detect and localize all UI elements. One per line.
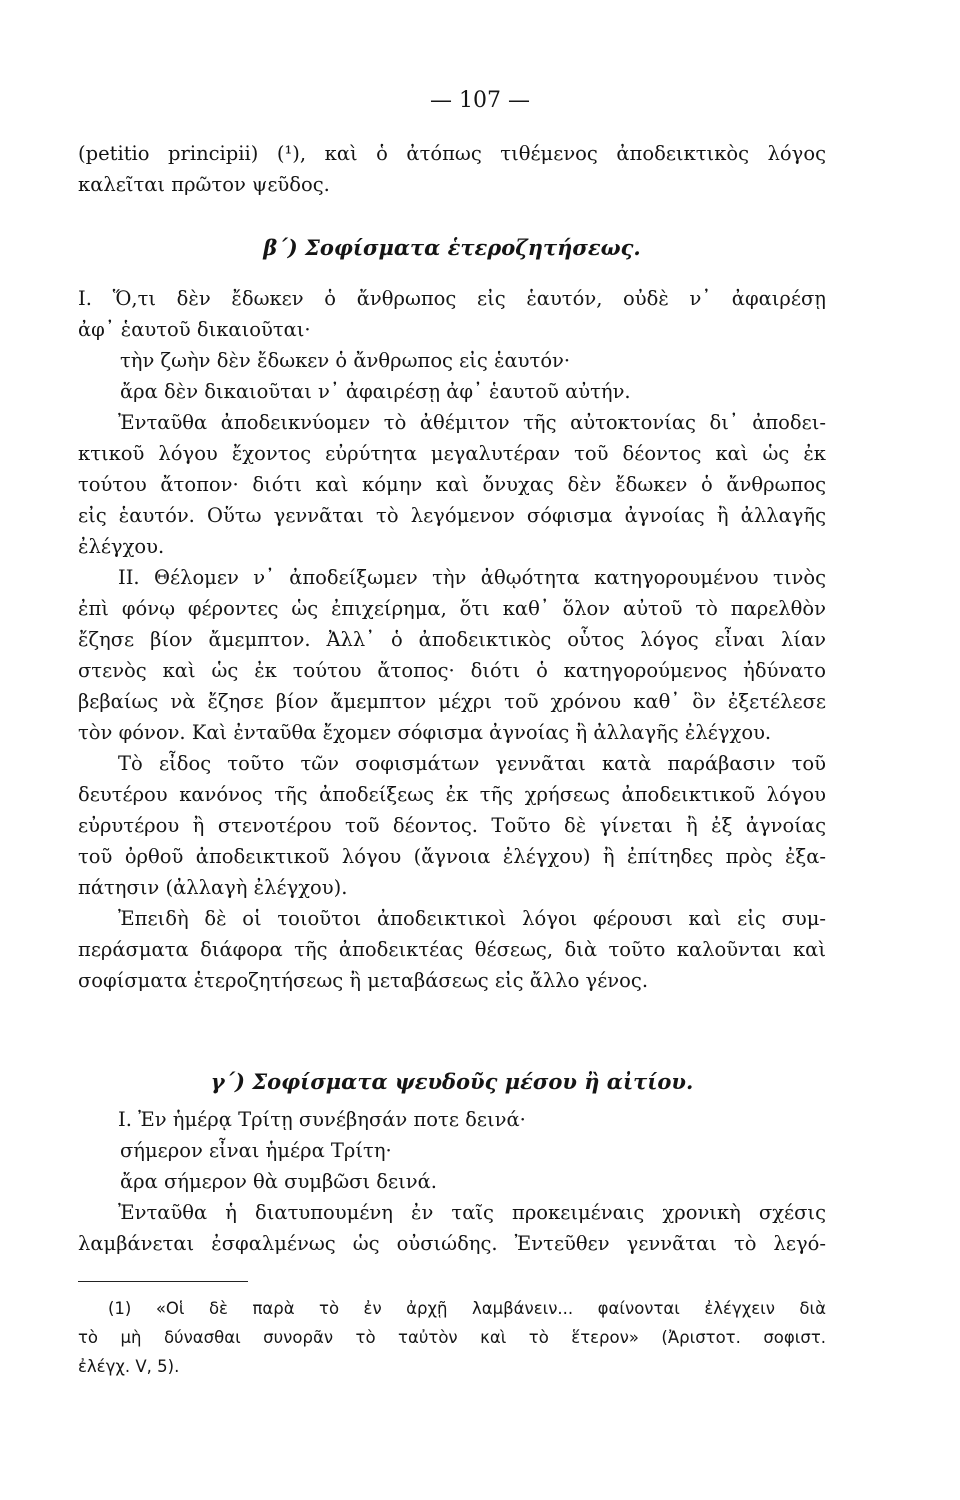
- footnote-line: ἐλέγχ. V, 5).: [78, 1357, 180, 1376]
- syllogism-line: ἄρα σήμερον θὰ συμβῶσι δεινά.: [120, 1170, 438, 1193]
- example-c-one: [78, 1104, 826, 1259]
- text-line: Ἐνταῦθα ἡ διατυπουμένη ἐν ταῖς προκειμέναις χρονικὴ σχέσις: [118, 1201, 826, 1224]
- text-line: ἐλέγχου.: [78, 535, 165, 558]
- footnote-rule: [78, 1281, 248, 1282]
- text-line: καλεῖται πρῶτον ψεῦδος.: [78, 173, 330, 196]
- text-line: εἰς ἑαυτόν. Οὕτω γεννᾶται τὸ λεγόμενον σόφισμα ἀγνοίας ἢ ἀλλαγῆς: [78, 504, 826, 527]
- section-heading-c: γ΄) Σοφίσματα ψευδοῦς μέσου ἢ αἰτίου.: [210, 1069, 694, 1094]
- syllogism-line: ἄρα δὲν δικαιοῦται ν᾽ ἀφαιρέσῃ ἀφ᾽ ἑαυτοῦ αὐτήν.: [120, 380, 631, 403]
- text-line: λαμβάνεται ἐσφαλμένως ὡς οὐσιώδης. Ἐντεῦθεν γεννᾶται τὸ λεγό-: [78, 1232, 826, 1255]
- text-line: ἀφ᾽ ἑαυτοῦ δικαιοῦται·: [78, 318, 311, 341]
- text-line: στενὸς καὶ ὡς ἐκ τούτου ἄτοπος· διότι ὁ κατηγορούμενος ἠδύνατο: [78, 659, 826, 682]
- text-line: ἔζησε βίον ἄμεμπτον. Ἀλλ᾽ ὁ ἀποδεικτικὸς οὗτος λόγος εἶναι λίαν: [78, 628, 826, 651]
- syllogism-line: σήμερον εἶναι ἡμέρα Τρίτη·: [120, 1139, 392, 1162]
- text-line: ἐπὶ φόνῳ φέροντες ὡς ἐπιχείρημα, ὅτι καθ᾽ ὅλον αὐτοῦ τὸ παρελθὸν: [78, 597, 826, 620]
- text-line: Ι. Ἐν ἡμέρᾳ Τρίτῃ συνέβησάν ποτε δεινά·: [118, 1108, 526, 1131]
- syllogism-line: τὴν ζωὴν δὲν ἔδωκεν ὁ ἄνθρωπος εἰς ἑαυτόν·: [120, 349, 571, 372]
- text-line: δευτέρου κανόνος τῆς ἀποδείξεως ἐκ τῆς χρήσεως ἀποδεικτικοῦ λόγου: [78, 783, 826, 806]
- text-line: Ἐνταῦθα ἀποδεικνύομεν τὸ ἀθέμιτον τῆς αὐτοκτονίας δι᾽ ἀποδει-: [118, 411, 826, 434]
- page-number: — 107 —: [430, 88, 530, 113]
- text-line: τοῦ ὀρθοῦ ἀποδεικτικοῦ λόγου (ἄγνοια ἐλέγχου) ἢ ἐπίτηδες πρὸς ἐξα-: [78, 845, 826, 868]
- text-line: βεβαίως νὰ ἔζησε βίον ἄμεμπτον μέχρι τοῦ χρόνου καθ᾽ ὃν ἐξετέλεσε: [78, 690, 826, 713]
- text-line: σοφίσματα ἑτεροζητήσεως ἢ μεταβάσεως εἰς ἄλλο γένος.: [78, 969, 649, 992]
- text-line: ΙΙ. Θέλομεν ν᾽ ἀποδείξωμεν τὴν ἀθῳότητα κατηγορουμένου τινὸς: [118, 566, 826, 589]
- text-line: πάτησιν (ἀλλαγὴ ἐλέγχου).: [78, 876, 348, 899]
- footnote-line: τὸ μὴ δύνασθαι συνορᾶν τὸ ταὐτὸν καὶ τὸ ἕτερον» (Ἀριστοτ. σοφιστ.: [78, 1328, 826, 1347]
- text-line: τὸν φόνον. Καὶ ἐνταῦθα ἔχομεν σόφισμα ἀγνοίας ἢ ἀλλαγῆς ἐλέγχου.: [78, 721, 772, 744]
- text-line: (petitio principii) (¹), καὶ ὁ ἀτόπως τιθέμενος ἀποδεικτικὸς λόγος: [78, 142, 826, 165]
- text-line: κτικοῦ λόγου ἔχοντος εὐρύτητα μεγαλυτέραν τοῦ δέοντος καὶ ὡς ἐκ: [78, 442, 826, 465]
- text-line: περάσματα διάφορα τῆς ἀποδεικτέας θέσεως, διὰ τοῦτο καλοῦνται καὶ: [78, 938, 826, 961]
- text-line: Ἐπειδὴ δὲ οἱ τοιοῦτοι ἀποδεικτικοὶ λόγοι φέρουσι καὶ εἰς συμ-: [118, 907, 826, 930]
- footnote-line: (1) «Οἱ δὲ παρὰ τὸ ἐν ἀρχῇ λαμβάνειν... φαίνονται ἐλέγχειν διὰ: [108, 1299, 826, 1318]
- text-line: Τὸ εἶδος τοῦτο τῶν σοφισμάτων γεννᾶται κατὰ παράβασιν τοῦ: [118, 752, 826, 775]
- example-b-one: [78, 283, 826, 996]
- footnote: [78, 1294, 826, 1381]
- text-line: Ι. Ὅ,τι δὲν ἔδωκεν ὁ ἄνθρωπος εἰς ἑαυτόν, οὐδὲ ν᾽ ἀφαιρέσῃ: [78, 287, 826, 310]
- text-line: εὐρυτέρου ἢ στενοτέρου τοῦ δέοντος. Τοῦτο δὲ γίνεται ἢ ἐξ ἀγνοίας: [78, 814, 826, 837]
- text-line: τούτου ἄτοπον· διότι καὶ κόμην καὶ ὄνυχας δὲν ἔδωκεν ὁ ἄνθρωπος: [78, 473, 826, 496]
- section-heading-b: β΄) Σοφίσματα ἑτεροζητήσεως.: [263, 235, 641, 260]
- opening-paragraph: [78, 138, 826, 200]
